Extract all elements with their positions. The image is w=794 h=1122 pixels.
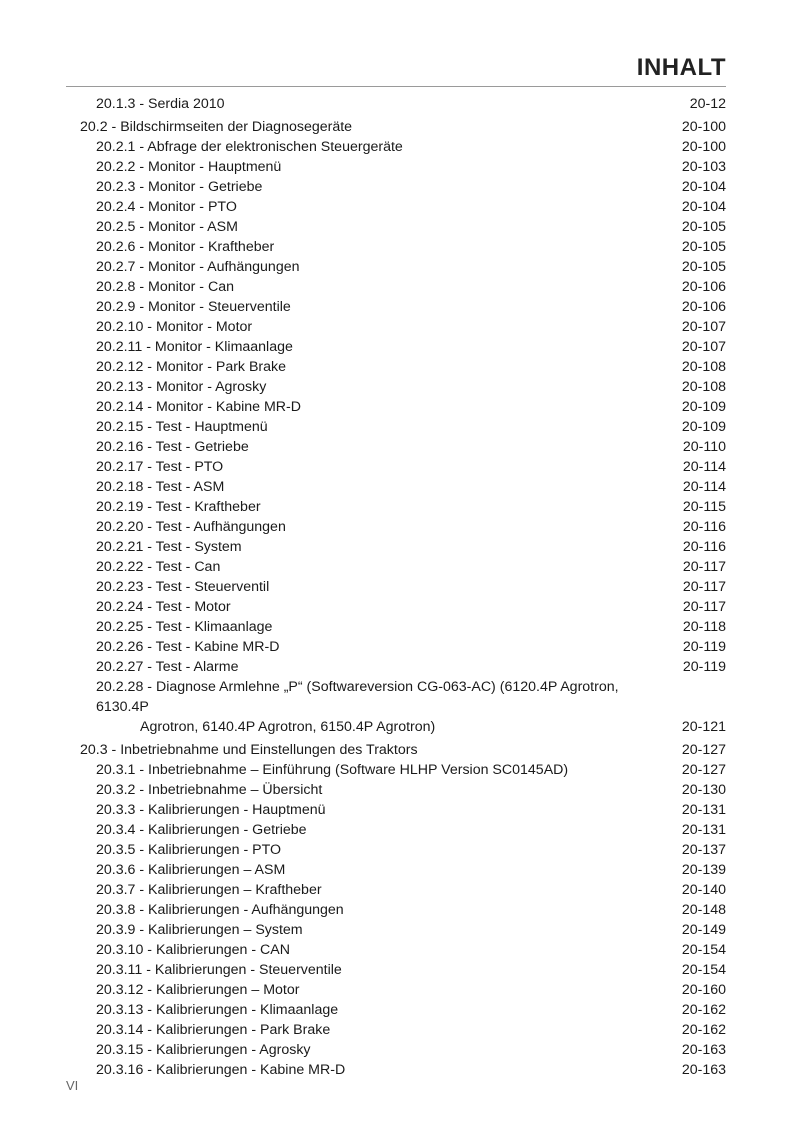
- toc-entry[interactable]: [80, 577, 726, 597]
- toc-entry-title: 20.2.25 - Test - Klimaanlage: [96, 619, 273, 635]
- toc-entry[interactable]: [80, 760, 726, 780]
- toc-entry-page: 20-104: [681, 199, 726, 215]
- toc-entry[interactable]: [80, 940, 726, 960]
- toc-entry-title: 20.2.7 - Monitor - Aufhängungen: [96, 259, 300, 275]
- toc-section-entry[interactable]: [80, 117, 726, 137]
- toc-entry[interactable]: [80, 457, 726, 477]
- toc-entry-page: 20-108: [681, 359, 726, 375]
- toc-entry-page: 20-118: [682, 619, 726, 635]
- toc-entry-page: 20-107: [681, 319, 726, 335]
- toc-entry-page: 20-163: [681, 1062, 726, 1078]
- toc-entry-page: 20-116: [682, 519, 726, 535]
- toc-entry-title: 20.3.8 - Kalibrierungen - Aufhängungen: [96, 902, 344, 918]
- toc-entry[interactable]: [80, 557, 726, 577]
- toc-entry-page: 20-130: [681, 782, 726, 798]
- toc-entry[interactable]: [80, 397, 726, 417]
- toc-entry-title: 20.3.6 - Kalibrierungen – ASM: [96, 862, 286, 878]
- toc-entry-title: 20.3.15 - Kalibrierungen - Agrosky: [96, 1042, 311, 1058]
- toc-entry-page: 20-131: [681, 822, 726, 838]
- toc-entry-title: 20.2.16 - Test - Getriebe: [96, 439, 249, 455]
- toc-entry-title: 20.1.3 - Serdia 2010: [96, 96, 225, 112]
- toc-entry-page: 20-148: [681, 902, 726, 918]
- toc-entry-title: 20.2.5 - Monitor - ASM: [96, 219, 238, 235]
- toc-entry-page: 20-127: [681, 742, 726, 758]
- toc-entry-page: 20-109: [681, 399, 726, 415]
- toc-entry-page: 20-114: [682, 479, 726, 495]
- toc-entry[interactable]: [80, 820, 726, 840]
- toc-entry[interactable]: [80, 157, 726, 177]
- toc-entry[interactable]: [80, 317, 726, 337]
- toc-entry-title: 20.2.22 - Test - Can: [96, 559, 221, 575]
- page-title: INHALT: [636, 54, 726, 81]
- toc-entry[interactable]: [80, 920, 726, 940]
- toc-entry-title: 20.2.26 - Test - Kabine MR-D: [96, 639, 280, 655]
- toc-entry-title: 20.3.14 - Kalibrierungen - Park Brake: [96, 1022, 331, 1038]
- toc-entry-title: 20.2.15 - Test - Hauptmenü: [96, 419, 268, 435]
- toc-entry-page: 20-149: [681, 922, 726, 938]
- table-of-contents: [80, 94, 726, 1080]
- toc-entry-title: 20.3.10 - Kalibrierungen - CAN: [96, 942, 290, 958]
- toc-entry-title: 20.2.23 - Test - Steuerventil: [96, 579, 270, 595]
- toc-entry-title: 20.2.13 - Monitor - Agrosky: [96, 379, 267, 395]
- toc-entry-page: 20-106: [681, 299, 726, 315]
- toc-entry[interactable]: [80, 377, 726, 397]
- toc-entry[interactable]: [80, 900, 726, 920]
- toc-entry-page: 20-137: [681, 842, 726, 858]
- toc-entry-title: 20.2.27 - Test - Alarme: [96, 659, 239, 675]
- toc-entry[interactable]: [80, 437, 726, 457]
- toc-entry[interactable]: [80, 177, 726, 197]
- toc-entry-page: 20-108: [681, 379, 726, 395]
- toc-entry-title: 20.2.10 - Monitor - Motor: [96, 319, 253, 335]
- toc-entry-page: 20-119: [682, 659, 726, 675]
- toc-entry-page: 20-115: [682, 499, 726, 515]
- toc-entry-page: 20-162: [681, 1002, 726, 1018]
- toc-entry-page: 20-107: [681, 339, 726, 355]
- toc-entry[interactable]: [80, 960, 726, 980]
- toc-entry-page: 20-131: [681, 802, 726, 818]
- toc-entry-page: 20-116: [682, 539, 726, 555]
- toc-entry[interactable]: [80, 1060, 726, 1080]
- toc-entry-page: 20-105: [681, 239, 726, 255]
- toc-entry-title: 20.2 - Bildschirmseiten der Diagnosegeräte: [80, 119, 353, 135]
- toc-entry-title: 20.3.4 - Kalibrierungen - Getriebe: [96, 822, 307, 838]
- toc-entry[interactable]: [80, 597, 726, 617]
- toc-entry-page: 20-139: [681, 862, 726, 878]
- toc-entry[interactable]: [80, 237, 726, 257]
- toc-entry-title: 20.3.7 - Kalibrierungen – Kraftheber: [96, 882, 322, 898]
- toc-entry-page: 20-114: [682, 459, 726, 475]
- toc-entry-page: 20-140: [681, 882, 726, 898]
- toc-entry-title: 20.3.5 - Kalibrierungen - PTO: [96, 842, 282, 858]
- toc-entry[interactable]: [80, 277, 726, 297]
- toc-entry[interactable]: [80, 880, 726, 900]
- toc-entry[interactable]: [80, 257, 726, 277]
- toc-entry-page: 20-117: [682, 559, 726, 575]
- toc-entry[interactable]: [80, 980, 726, 1000]
- toc-entry-page: 20-121: [681, 719, 726, 735]
- toc-entry-title: [80, 677, 671, 737]
- toc-entry-page: 20-154: [681, 942, 726, 958]
- page-number: VI: [66, 1078, 79, 1093]
- toc-entry[interactable]: [80, 94, 726, 114]
- toc-entry-title: 20.2.18 - Test - ASM: [96, 479, 225, 495]
- toc-entry[interactable]: [80, 137, 726, 157]
- toc-entry-page: 20-106: [681, 279, 726, 295]
- toc-entry-title: 20.2.12 - Monitor - Park Brake: [96, 359, 287, 375]
- toc-entry-page: 20-119: [682, 639, 726, 655]
- toc-entry[interactable]: [80, 637, 726, 657]
- toc-entry-title: 20.3.11 - Kalibrierungen - Steuerventile: [96, 962, 342, 978]
- toc-entry-title: 20.2.24 - Test - Motor: [96, 599, 231, 615]
- toc-entry[interactable]: [80, 1000, 726, 1020]
- toc-entry-page: 20-103: [681, 159, 726, 175]
- toc-entry[interactable]: [80, 297, 726, 317]
- header-divider: [66, 86, 726, 87]
- toc-entry-title: 20.2.8 - Monitor - Can: [96, 279, 234, 295]
- toc-entry[interactable]: [80, 537, 726, 557]
- toc-entry-title: 20.3.12 - Kalibrierungen – Motor: [96, 982, 300, 998]
- toc-entry-title: 20.3 - Inbetriebnahme und Einstellungen des Traktors: [80, 742, 418, 758]
- toc-entry-page: 20-100: [681, 139, 726, 155]
- toc-entry-title: 20.2.20 - Test - Aufhängungen: [96, 519, 286, 535]
- toc-entry-title: 20.3.3 - Kalibrierungen - Hauptmenü: [96, 802, 326, 818]
- toc-entry-page: 20-160: [681, 982, 726, 998]
- toc-entry[interactable]: [80, 1020, 726, 1040]
- toc-entry-title: 20.2.11 - Monitor - Klimaanlage: [96, 339, 293, 355]
- toc-entry-page: 20-109: [681, 419, 726, 435]
- toc-entry-page: 20-12: [689, 96, 726, 112]
- toc-entry-title: 20.2.21 - Test - System: [96, 539, 242, 555]
- toc-entry[interactable]: [80, 677, 726, 737]
- toc-entry-title: 20.3.16 - Kalibrierungen - Kabine MR-D: [96, 1062, 346, 1078]
- toc-entry-title: 20.2.14 - Monitor - Kabine MR-D: [96, 399, 302, 415]
- toc-entry-page: 20-117: [682, 599, 726, 615]
- toc-entry-page: 20-154: [681, 962, 726, 978]
- toc-entry-page: 20-104: [681, 179, 726, 195]
- toc-entry-title: 20.2.3 - Monitor - Getriebe: [96, 179, 263, 195]
- toc-entry[interactable]: [80, 800, 726, 820]
- toc-entry[interactable]: [80, 497, 726, 517]
- toc-entry-page: 20-105: [681, 219, 726, 235]
- toc-entry[interactable]: [80, 780, 726, 800]
- toc-entry[interactable]: [80, 617, 726, 637]
- toc-entry[interactable]: [80, 840, 726, 860]
- toc-entry-title: 20.3.1 - Inbetriebnahme – Einführung (Software HLHP Version SC0145AD): [96, 762, 569, 778]
- toc-entry-page: 20-105: [681, 259, 726, 275]
- toc-entry-page: 20-110: [682, 439, 726, 455]
- toc-entry-title: 20.2.17 - Test - PTO: [96, 459, 224, 475]
- toc-entry-page: 20-127: [681, 762, 726, 778]
- toc-entry[interactable]: [80, 417, 726, 437]
- toc-entry-title: 20.2.2 - Monitor - Hauptmenü: [96, 159, 282, 175]
- toc-entry[interactable]: [80, 197, 726, 217]
- toc-entry-page: 20-100: [681, 119, 726, 135]
- toc-entry[interactable]: [80, 517, 726, 537]
- toc-entry[interactable]: [80, 477, 726, 497]
- toc-section-entry[interactable]: [80, 740, 726, 760]
- toc-entry-title: 20.3.9 - Kalibrierungen – System: [96, 922, 303, 938]
- toc-entry[interactable]: [80, 217, 726, 237]
- toc-entry-page: 20-117: [682, 579, 726, 595]
- toc-entry-title: 20.2.6 - Monitor - Kraftheber: [96, 239, 275, 255]
- toc-entry-title: 20.2.1 - Abfrage der elektronischen Steuergeräte: [96, 139, 403, 155]
- toc-entry-page: 20-162: [681, 1022, 726, 1038]
- toc-entry[interactable]: [80, 657, 726, 677]
- toc-entry-title: 20.2.9 - Monitor - Steuerventile: [96, 299, 291, 315]
- toc-entry[interactable]: [80, 337, 726, 357]
- toc-entry-title: 20.3.13 - Kalibrierungen - Klimaanlage: [96, 1002, 339, 1018]
- toc-entry-title: 20.2.19 - Test - Kraftheber: [96, 499, 261, 515]
- toc-entry[interactable]: [80, 1040, 726, 1060]
- toc-entry-title: 20.2.4 - Monitor - PTO: [96, 199, 237, 215]
- toc-entry-title-line2: Agrotron, 6140.4P Agrotron, 6150.4P Agrotron): [140, 719, 436, 735]
- toc-entry-title: 20.3.2 - Inbetriebnahme – Übersicht: [96, 782, 323, 798]
- toc-entry-title-line1: 20.2.28 - Diagnose Armlehne „P“ (Softwareversion CG-063-AC) (6120.4P Agrotron, 6130.4P: [96, 679, 619, 715]
- toc-entry[interactable]: [80, 860, 726, 880]
- toc-entry-page: 20-163: [681, 1042, 726, 1058]
- toc-entry[interactable]: [80, 357, 726, 377]
